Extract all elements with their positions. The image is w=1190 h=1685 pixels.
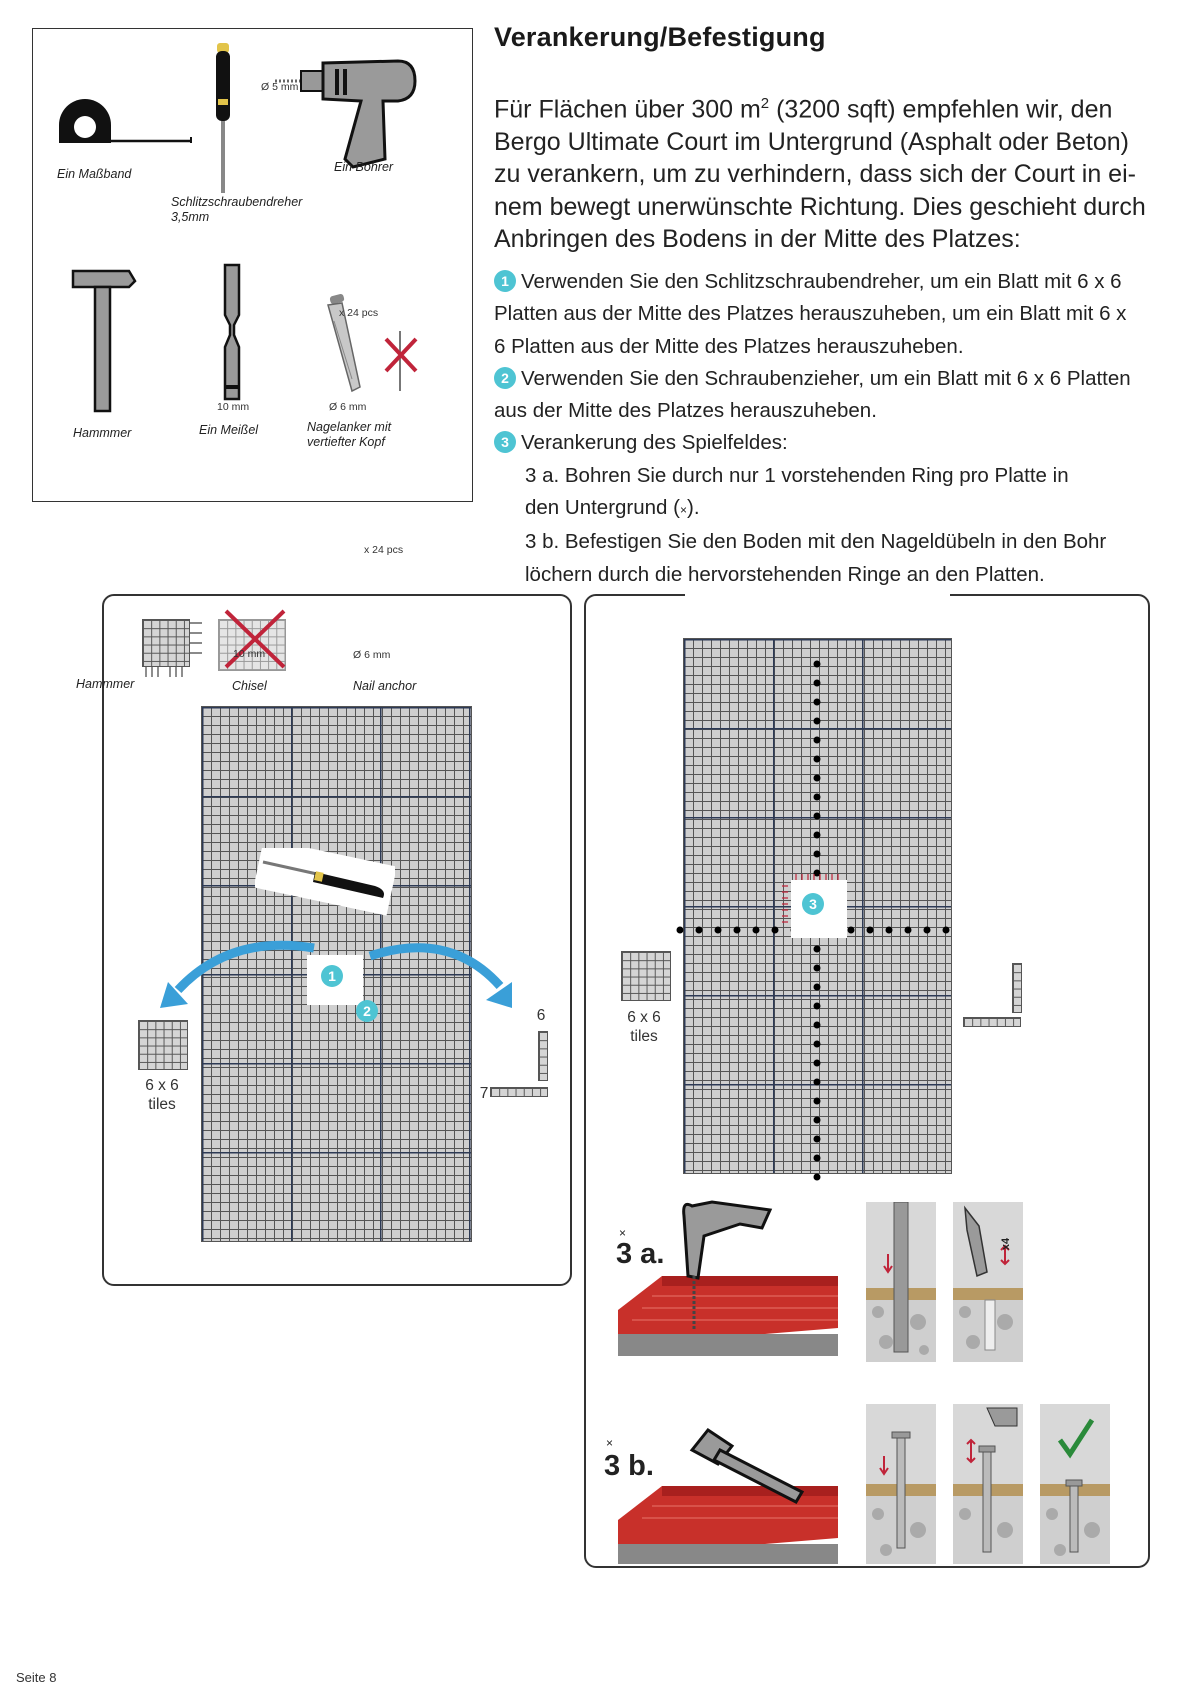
step-3a-close: ). xyxy=(687,496,700,520)
measure-label: Ein Maßband xyxy=(57,167,132,181)
ghost-arrows-icon xyxy=(188,617,204,665)
page-title: Verankerung/Befestigung xyxy=(494,22,826,52)
hammer-on-court-icon xyxy=(612,1406,852,1566)
step-1-line-1 xyxy=(494,266,1174,298)
step-1-line-2: Platten aus der Mitte des Platzes herauszuheben, um ein Blatt mit 6 x xyxy=(494,302,1127,326)
left-step-1-number: 1 xyxy=(321,965,343,987)
intro-line-3: zu verankern, um zu verhindern, dass sich der Court in ei- xyxy=(494,160,1136,189)
step-3b-label: 3 b. xyxy=(604,1450,654,1482)
left-tiles-label-2: tiles xyxy=(148,1096,176,1113)
count-7-label: 7 xyxy=(479,1085,489,1102)
hammer-icon xyxy=(71,267,141,417)
intro-line-2: Bergo Ultimate Court im Untergrund (Asphalt oder Beton) xyxy=(494,127,1130,156)
tape-measure-icon xyxy=(55,95,195,155)
step-3a-text: den Untergrund ( xyxy=(525,496,680,520)
ghost-qty: x 24 pcs xyxy=(364,544,404,556)
page-number: Seite 8 xyxy=(16,1670,57,1685)
screwdriver-on-court-icon xyxy=(255,848,395,920)
step-2-line-2: aus der Mitte des Platzes herauszuheben. xyxy=(494,399,877,423)
detail-hammer-anchor-icon xyxy=(953,1404,1023,1564)
hammer-label: Hammmer xyxy=(73,426,132,440)
step-3-number: 3 xyxy=(494,431,516,453)
ghost-chisel: Chisel xyxy=(232,679,267,693)
intro-sup: 2 xyxy=(760,95,770,112)
step-3-text: Verankerung des Spielfeldes: xyxy=(521,431,788,455)
intro-line-1: Für Flächen über 300 m xyxy=(494,95,761,124)
ghost-chisel-size: 10 mm xyxy=(233,648,266,660)
panel-gap xyxy=(685,594,950,597)
left-6x6-tile-icon xyxy=(138,1020,188,1070)
step-3b-line-1: 3 b. Befestigen Sie den Boden mit den Nageldübeln in den Bohr xyxy=(525,530,1107,554)
ghost-tile-grid xyxy=(142,619,190,667)
lift-arrows-icon xyxy=(150,930,550,1030)
drill-bit-size: Ø 5 mm xyxy=(261,81,299,93)
chisel-icon xyxy=(221,263,245,403)
step-1-line-3: 6 Platten aus der Mitte des Platzes herauszuheben. xyxy=(494,334,964,358)
tools-box xyxy=(32,28,473,502)
intro-line-4: nem bewegt unerwünschte Richtung. Dies geschieht durch xyxy=(494,192,1146,221)
intro-line-5: Anbringen des Bodens in der Mitte des Platzes: xyxy=(494,225,1021,254)
intro-line-1b: (3200 sqft) empfehlen wir, den xyxy=(769,95,1113,124)
step-2-text: Verwenden Sie den Schraubenzieher, um ein Blatt mit 6 x 6 Platten xyxy=(521,366,1131,390)
chisel-label: Ein Meißel xyxy=(199,423,259,437)
step-3a-line-2 xyxy=(494,492,1174,526)
step-3a-label: 3 a. xyxy=(616,1238,665,1270)
left-step-2-number: 2 xyxy=(356,1000,378,1022)
step-3a-x-mark: × xyxy=(619,1226,627,1240)
cross-icon xyxy=(218,605,290,671)
detail-finished-anchor-icon xyxy=(1040,1404,1110,1564)
anchor-size: Ø 6 mm xyxy=(329,401,367,413)
right-horizontal-strip-icon xyxy=(963,1017,1021,1027)
count-6-label: 6 xyxy=(536,1007,546,1024)
ghost-anchor-size: Ø 6 mm xyxy=(353,649,391,661)
step-3-line-1 xyxy=(494,427,1174,459)
step-1-text: Verwenden Sie den Schlitzschraubendreher, um ein Blatt mit 6 x 6 xyxy=(521,270,1122,293)
right-step-3-number: 3 xyxy=(802,893,824,915)
anchor-label-1: Nagelanker mit xyxy=(307,420,392,434)
right-6x6-tile-icon xyxy=(621,951,671,1001)
intro-paragraph xyxy=(494,88,1174,256)
detail-clean-hole-icon xyxy=(953,1202,1023,1362)
chisel-size: 10 mm xyxy=(217,401,250,413)
right-tiles-label-2: tiles xyxy=(630,1028,658,1045)
ghost-anchor: Nail anchor xyxy=(353,679,417,693)
ghost-up-arrows-icon xyxy=(142,665,192,679)
screwdriver-size: 3,5mm xyxy=(171,210,210,224)
right-vertical-strip-icon xyxy=(1012,963,1022,1013)
step-1-number: 1 xyxy=(494,270,516,292)
detail-drill-hole-icon xyxy=(866,1202,936,1362)
drill-on-court-icon xyxy=(612,1196,850,1362)
horizontal-strip-icon xyxy=(490,1087,548,1097)
ghost-hammer: Hammmer xyxy=(76,677,135,691)
screwdriver-label: Schlitzschraubendreher xyxy=(171,195,303,209)
step-3b-line-2: löchern durch die hervorstehenden Ringe an den Platten. xyxy=(525,562,1045,586)
vertical-strip-icon xyxy=(538,1031,548,1081)
anchor-label-2: vertiefter Kopf xyxy=(307,435,385,449)
step-2-line-1 xyxy=(494,363,1174,395)
anchor-qty: x 24 pcs xyxy=(339,307,379,319)
step-3a-mark: × xyxy=(679,503,687,518)
left-tiles-label-1: 6 x 6 xyxy=(145,1077,179,1094)
step-2-number: 2 xyxy=(494,367,516,389)
step-3a-line-1: 3 a. Bohren Sie durch nur 1 vorstehenden Ring pro Platte in xyxy=(525,463,1069,487)
screwdriver-icon xyxy=(208,39,238,199)
right-tiles-label-1: 6 x 6 xyxy=(627,1009,661,1026)
drill-label: Ein Bohrer xyxy=(334,160,394,174)
x4-label: x4 xyxy=(1000,1237,1013,1251)
detail-insert-anchor-icon xyxy=(866,1404,936,1564)
steps-list xyxy=(494,266,1174,591)
step-3b-x-mark: × xyxy=(606,1436,614,1450)
